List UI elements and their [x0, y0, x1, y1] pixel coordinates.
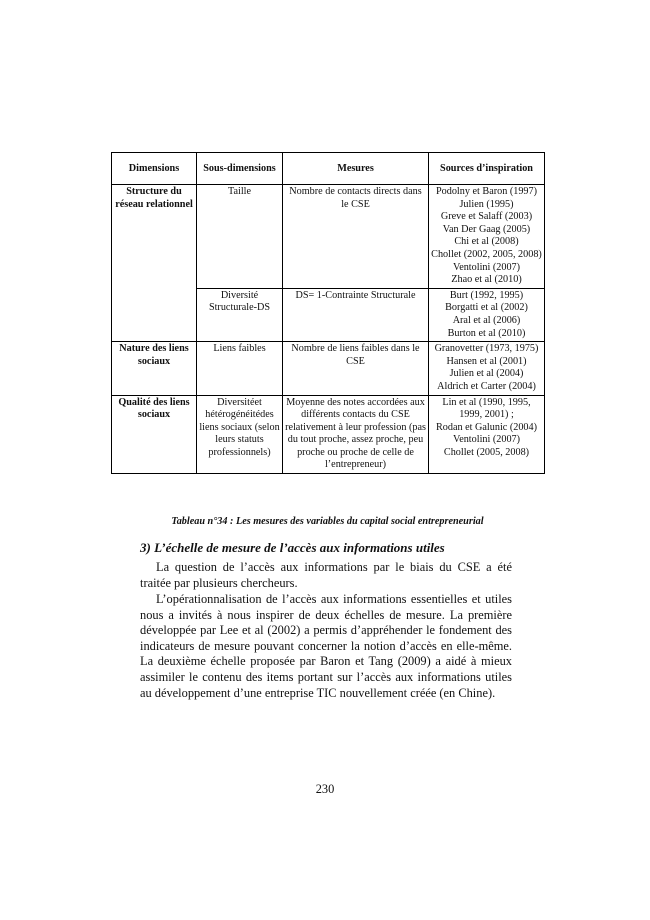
- source-item: Chollet (2005, 2008): [443, 446, 530, 458]
- dimension-cell: Qualité des liens sociaux: [112, 395, 197, 474]
- measure-cell: Moyenne des notes accordées aux différents contacts du CSE relativement à leur profession (pas du tout proche, assez proche, peu proche ou proche de celle de l’entrepreneur): [283, 395, 429, 474]
- source-item: Lin et al (1990, 1995, 1999, 2001) ;: [442, 396, 531, 421]
- sub-dimension-cell: Liens faibles: [197, 342, 283, 395]
- source-item: Chi et al (2008): [454, 236, 519, 248]
- source-item: Aldrich et Carter (2004): [437, 380, 536, 392]
- measure-cell: Nombre de liens faibles dans le CSE: [283, 342, 429, 395]
- body-paragraph: La question de l’accès aux informations par le biais du CSE a été traitée par plusieurs chercheurs.: [140, 560, 512, 590]
- measures-table: [111, 152, 545, 474]
- sources-cell: [429, 288, 545, 341]
- sources-cell: [429, 395, 545, 474]
- source-item: Julien (1995): [459, 198, 514, 210]
- header-sub-dimensions: Sous-dimensions: [197, 153, 283, 185]
- source-item: Zhao et al (2010): [451, 274, 522, 286]
- sources-cell: [429, 342, 545, 395]
- source-item: Granovetter (1973, 1975): [434, 343, 539, 355]
- page-number: 230: [315, 782, 335, 796]
- body-paragraph: L’opérationnalisation de l’accès aux informations essentielles et utiles nous a invités à nous inspirer de deux échelles de mesure. La première développée par Lee et al (2002) a permis d’appréhender le fondement des indicateurs de mesure pouvant concerner la notion d’accès en elle-même. La deuxième échelle proposée par Baron et Tang (2009) a aidé à mieux assimiler le contenu des items portant sur l’accès aux informations utiles au développement d’une entreprise TIC nouvellement créée (en Chine).: [140, 592, 512, 700]
- section-heading: 3) L’échelle de mesure de l’accès aux informations utiles: [140, 540, 445, 555]
- source-item: Aral et al (2006): [452, 314, 521, 326]
- table-row: [112, 395, 545, 474]
- source-item: Burton et al (2010): [447, 327, 526, 339]
- source-item: Van Der Gaag (2005): [442, 223, 531, 235]
- header-sources: Sources d’inspiration: [429, 153, 545, 185]
- table-header-row: [112, 153, 545, 185]
- source-item: Chollet (2002, 2005, 2008): [431, 248, 542, 260]
- table-row: [112, 185, 545, 289]
- dimension-cell: Nature des liens sociaux: [112, 342, 197, 395]
- source-item: Greve et Salaff (2003): [440, 211, 533, 223]
- sub-dimension-cell: Taille: [197, 185, 283, 289]
- source-item: Hansen et al (2001): [446, 355, 527, 367]
- source-item: Burt (1992, 1995): [449, 289, 524, 301]
- sources-cell: [429, 185, 545, 289]
- measure-cell: DS= 1-Contrainte Structurale: [283, 288, 429, 341]
- source-item: Podolny et Baron (1997): [435, 186, 537, 197]
- header-measures: Mesures: [283, 153, 429, 185]
- table-row: [112, 342, 545, 395]
- source-item: Ventolini (2007): [452, 261, 521, 273]
- source-item: Ventolini (2007): [452, 434, 521, 446]
- table-caption: Tableau n°34 : Les mesures des variables du capital social entrepreneurial: [171, 516, 484, 527]
- sub-dimension-cell: Diversitéet hétérogénéitédes liens sociaux (selon leurs statuts professionnels): [197, 395, 283, 474]
- source-item: Julien et al (2004): [449, 368, 524, 380]
- dimension-cell: Structure du réseau relationnel: [112, 185, 197, 342]
- sub-dimension-cell: Diversité Structurale-DS: [197, 288, 283, 341]
- source-item: Borgatti et al (2002): [445, 302, 528, 314]
- measure-cell: Nombre de contacts directs dans le CSE: [283, 185, 429, 289]
- source-item: Rodan et Galunic (2004): [436, 421, 537, 433]
- header-dimensions: Dimensions: [112, 153, 197, 185]
